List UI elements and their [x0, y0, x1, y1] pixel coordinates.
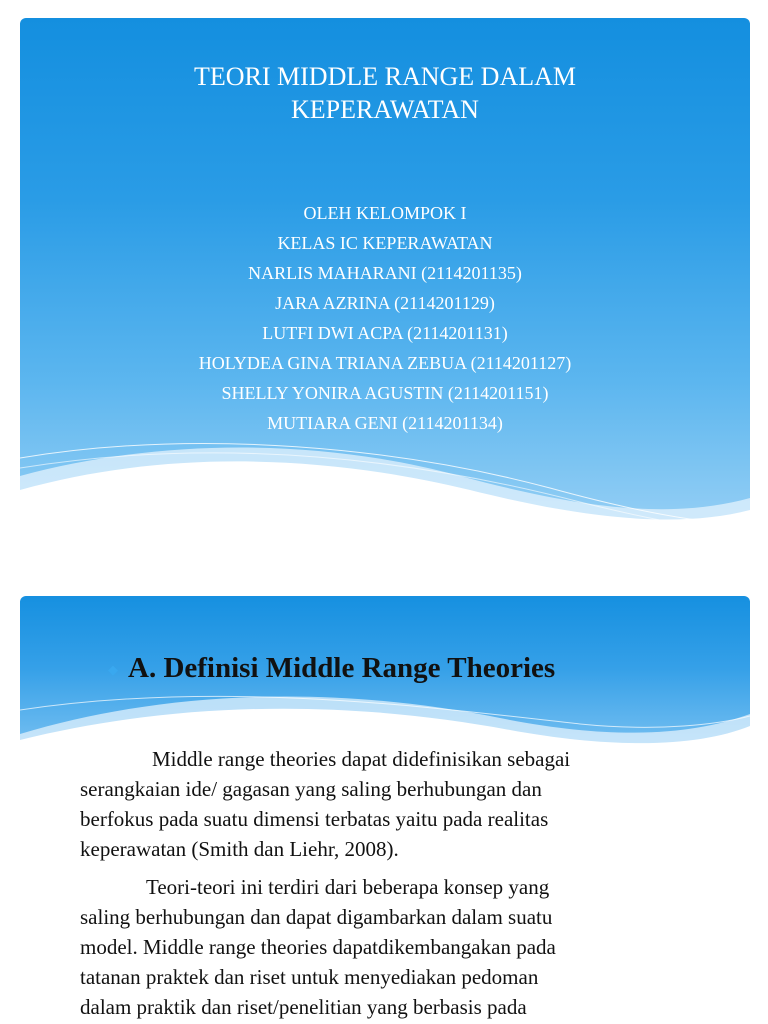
- section-heading: A. Definisi Middle Range Theories: [128, 652, 556, 684]
- author-line: KELAS IC KEPERAWATAN: [277, 233, 493, 253]
- author-line: JARA AZRINA (2114201129): [275, 293, 495, 313]
- paragraph-line: berfokus pada suatu dimensi terbatas yaitu pada realitas: [80, 807, 549, 831]
- paragraph-1: [80, 744, 710, 864]
- author-line: SHELLY YONIRA AGUSTIN (2114201151): [221, 383, 549, 403]
- presentation-title: [20, 60, 750, 126]
- paragraph-line: dalam praktik dan riset/penelitian yang berbasis pada: [80, 995, 527, 1019]
- paragraph-line: Middle range theories dapat didefinisikan sebagai: [152, 747, 571, 771]
- title-line-2: KEPERAWATAN: [291, 95, 479, 124]
- content-slide: [20, 596, 750, 1024]
- bullet-diamond-icon: ◆: [108, 662, 118, 677]
- paragraph-line: saling berhubungan dan dapat digambarkan dalam suatu: [80, 905, 553, 929]
- author-line: MUTIARA GENI (2114201134): [267, 413, 503, 433]
- title-slide: [20, 18, 750, 538]
- author-line: HOLYDEA GINA TRIANA ZEBUA (2114201127): [198, 353, 572, 373]
- title-line-1: TEORI MIDDLE RANGE DALAM: [193, 62, 576, 91]
- author-line: OLEH KELOMPOK I: [303, 203, 467, 223]
- title-slide-wave: [20, 428, 750, 538]
- body-text: [80, 744, 710, 1024]
- paragraph-2: [80, 872, 710, 1022]
- author-list: [20, 198, 750, 438]
- paragraph-line: keperawatan (Smith dan Liehr, 2008).: [80, 837, 399, 861]
- paragraph-line: Teori-teori ini terdiri dari beberapa konsep yang: [146, 875, 550, 899]
- author-line: LUTFI DWI ACPA (2114201131): [262, 323, 508, 343]
- paragraph-line: tatanan praktek dan riset untuk menyediakan pedoman: [80, 965, 539, 989]
- paragraph-line: serangkaian ide/ gagasan yang saling berhubungan dan: [80, 777, 542, 801]
- paragraph-line: model. Middle range theories dapatdikembangakan pada: [80, 935, 556, 959]
- author-line: NARLIS MAHARANI (2114201135): [248, 263, 522, 283]
